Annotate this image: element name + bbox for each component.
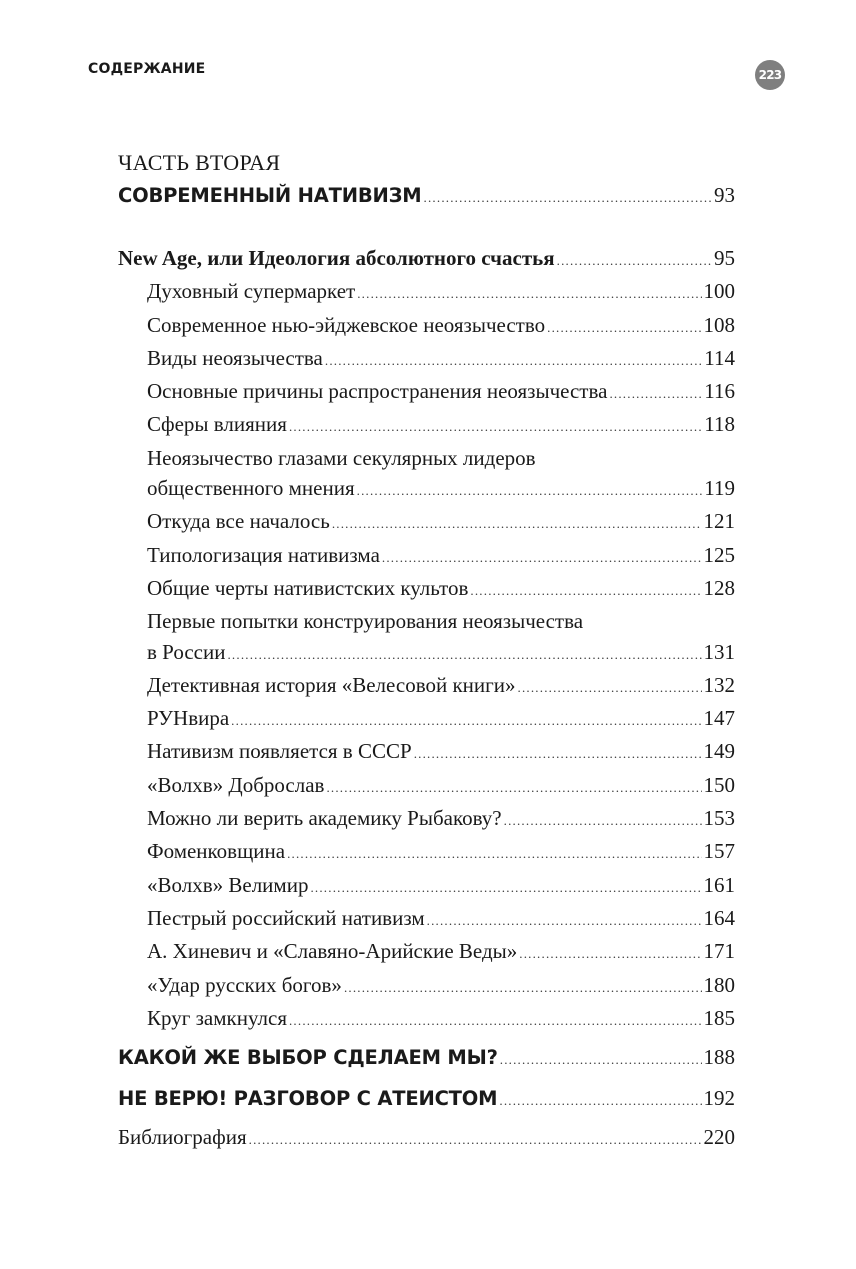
entry-title: Круг замкнулся <box>147 1005 287 1030</box>
dot-leader <box>504 806 702 836</box>
dot-leader <box>557 246 712 276</box>
toc-entry[interactable] <box>118 903 735 936</box>
entry-title: Библиография <box>118 1125 247 1150</box>
toc-entry[interactable] <box>118 970 735 1003</box>
dot-leader <box>414 739 702 769</box>
entry-page: 188 <box>703 1045 735 1070</box>
entry-page: 116 <box>704 379 735 404</box>
toc-entry[interactable] <box>118 870 735 903</box>
dot-leader <box>547 313 701 343</box>
dot-leader <box>227 640 701 670</box>
entry-page: 185 <box>703 1005 735 1030</box>
toc-entry[interactable] <box>118 506 735 539</box>
entry-title: СОВРЕМЕННЫЙ НАТИВИЗМ <box>118 184 422 207</box>
dot-leader <box>519 939 701 969</box>
entry-page: 171 <box>703 939 735 964</box>
toc-entry[interactable] <box>118 1003 735 1036</box>
entry-page: 153 <box>703 806 735 831</box>
toc-entry-multiline[interactable] <box>118 606 735 670</box>
dot-leader <box>289 1006 702 1036</box>
entry-page: 132 <box>703 672 735 697</box>
toc-entry[interactable] <box>118 936 735 969</box>
entry-title: Откуда все началось <box>147 509 330 534</box>
toc-entry[interactable] <box>118 736 735 769</box>
dot-leader <box>332 509 702 539</box>
entry-title: Сферы влияния <box>147 412 287 437</box>
entry-title: РУНвира <box>147 706 230 731</box>
toc-entry[interactable] <box>118 310 735 343</box>
toc-entry[interactable] <box>118 836 735 869</box>
entry-title: Детективная история «Велесовой книги» <box>147 672 516 697</box>
entry-title: «Волхв» Доброслав <box>147 772 325 797</box>
entry-page: 93 <box>714 183 735 207</box>
entry-page: 220 <box>703 1125 735 1150</box>
dot-leader <box>287 839 701 869</box>
toc-entry-chapter[interactable] <box>118 243 735 276</box>
toc-entry-bibliography[interactable] <box>118 1122 735 1155</box>
dot-leader <box>231 706 701 736</box>
toc-entry-heading[interactable] <box>118 1081 735 1118</box>
toc-entry[interactable] <box>118 540 735 573</box>
entry-title: Основные причины распространения неоязычества <box>147 379 608 404</box>
dot-leader <box>518 673 702 703</box>
entry-page: 131 <box>703 639 735 664</box>
entry-title: Можно ли верить академику Рыбакову? <box>147 806 502 831</box>
entry-page: 192 <box>703 1086 735 1111</box>
dot-leader <box>382 543 702 573</box>
dot-leader <box>249 1125 702 1155</box>
toc-entry-part-heading[interactable] <box>118 178 735 215</box>
entry-page: 100 <box>703 279 735 304</box>
entry-page: 114 <box>704 345 735 370</box>
dot-leader <box>357 279 701 309</box>
entry-page: 180 <box>703 972 735 997</box>
dot-leader <box>357 476 703 506</box>
dot-leader <box>325 346 702 376</box>
entry-title: Виды неоязычества <box>147 345 323 370</box>
entry-title-line1: Первые попытки конструирования неоязычества <box>147 609 584 634</box>
entry-page: 147 <box>703 706 735 731</box>
entry-page: 149 <box>703 739 735 764</box>
toc-entry[interactable] <box>118 376 735 409</box>
entry-page: 161 <box>703 872 735 897</box>
toc-entry[interactable] <box>118 670 735 703</box>
entry-title: А. Хиневич и «Славяно-Арийские Веды» <box>147 939 518 964</box>
dot-leader <box>470 576 701 606</box>
entry-title: «Удар русских богов» <box>147 972 342 997</box>
running-head-title: СОДЕРЖАНИЕ <box>88 61 206 77</box>
entry-title: общественного мнения <box>147 476 355 501</box>
entry-page: 119 <box>704 476 735 501</box>
entry-page: 157 <box>703 839 735 864</box>
part-label: ЧАСТЬ ВТОРАЯ <box>118 150 281 175</box>
toc-entry-heading[interactable] <box>118 1040 735 1077</box>
page-number-badge: 223 <box>755 60 785 90</box>
dot-leader <box>289 412 702 442</box>
dot-leader <box>427 906 702 936</box>
entry-title: Типологизация нативизма <box>147 542 380 567</box>
dot-leader <box>424 181 712 215</box>
table-of-contents <box>118 148 735 1155</box>
toc-entry[interactable] <box>118 803 735 836</box>
entry-page: 95 <box>714 246 735 270</box>
toc-entry[interactable] <box>118 703 735 736</box>
entry-title: Духовный супермаркет <box>147 279 356 304</box>
dot-leader <box>609 379 702 409</box>
dot-leader <box>310 873 701 903</box>
entry-title: НЕ ВЕРЮ! РАЗГОВОР С АТЕИСТОМ <box>118 1087 498 1111</box>
entry-title: Общие черты нативистских культов <box>147 575 469 600</box>
entry-title: в России <box>147 639 226 664</box>
dot-leader <box>326 773 701 803</box>
toc-entry-multiline[interactable] <box>118 443 735 507</box>
toc-entry[interactable] <box>118 573 735 606</box>
dot-leader <box>500 1043 702 1077</box>
entry-title: New Age, или Идеология абсолютного счастья <box>118 246 555 270</box>
entry-title: «Волхв» Велимир <box>147 872 309 897</box>
entry-page: 164 <box>703 905 735 930</box>
entry-page: 108 <box>703 312 735 337</box>
dot-leader <box>499 1084 701 1118</box>
entry-page: 150 <box>703 772 735 797</box>
dot-leader <box>344 973 702 1003</box>
entry-title: Нативизм появляется в СССР <box>147 739 412 764</box>
toc-entry[interactable] <box>118 770 735 803</box>
entry-page: 121 <box>703 509 735 534</box>
entry-title: Пестрый российский нативизм <box>147 905 425 930</box>
toc-entry[interactable] <box>118 343 735 376</box>
entry-title: КАКОЙ ЖЕ ВЫБОР СДЕЛАЕМ МЫ? <box>118 1046 498 1070</box>
entry-page: 125 <box>703 542 735 567</box>
entry-page: 118 <box>704 412 735 437</box>
toc-entry[interactable] <box>118 276 735 309</box>
entry-page: 128 <box>703 575 735 600</box>
toc-entry[interactable] <box>118 409 735 442</box>
entry-title: Фоменковщина <box>147 839 286 864</box>
entry-title-line1: Неоязычество глазами секулярных лидеров <box>147 445 536 470</box>
entry-title: Современное нью-эйджевское неоязычество <box>147 312 546 337</box>
